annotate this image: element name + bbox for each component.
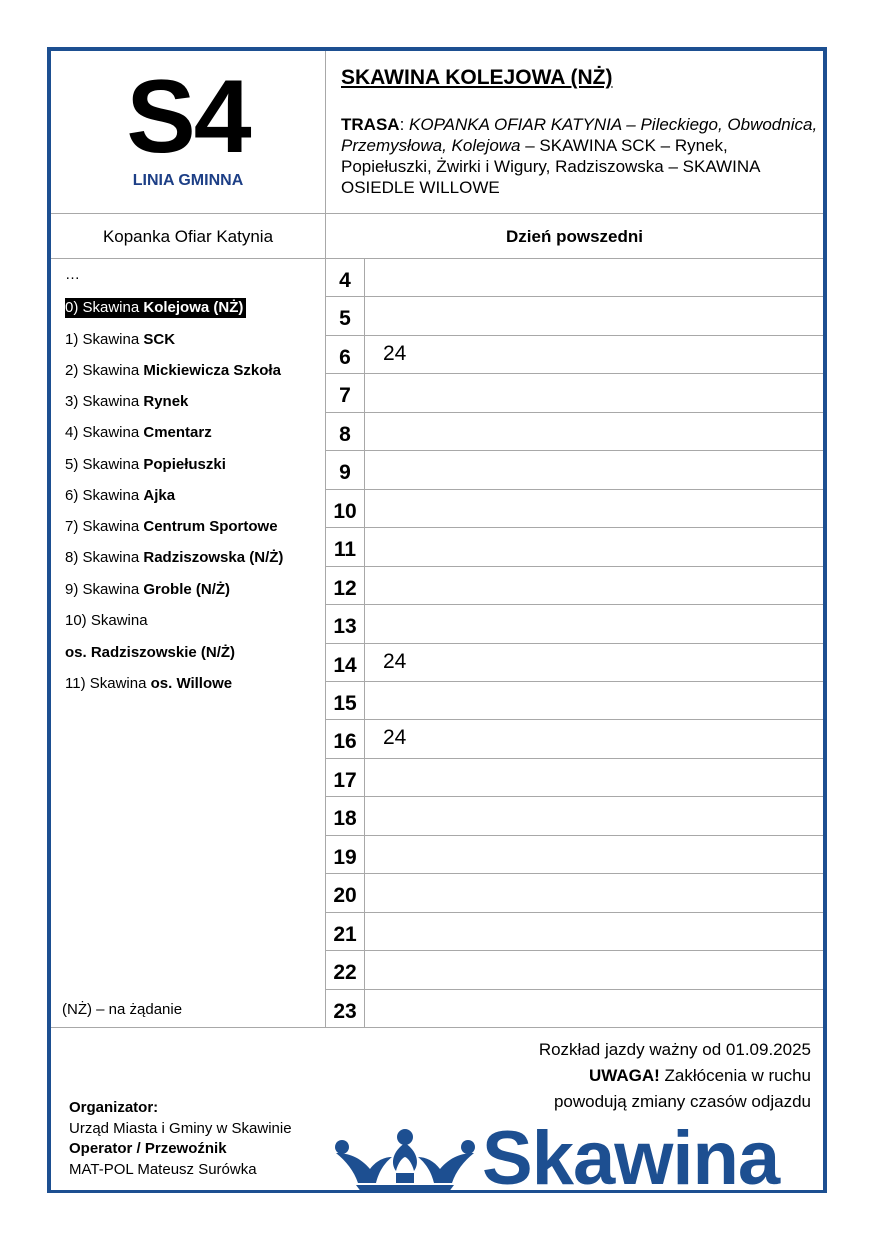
departure-minutes: 24 (383, 341, 407, 365)
stop-prefix: 6) Skawina (65, 487, 144, 504)
direction-from: Kopanka Ofiar Katynia (102, 227, 274, 246)
row-divider (326, 758, 823, 759)
stop-item (65, 518, 278, 535)
hour-row (326, 296, 823, 334)
stop-prefix: 1) Skawina (65, 331, 144, 348)
departure-minutes: 24 (383, 726, 407, 750)
row-divider (326, 796, 823, 797)
stop-prefix: 5) Skawina (65, 456, 144, 473)
stop-name: Popiełuszki (143, 456, 226, 473)
stop-prefix: 11) Skawina (65, 675, 151, 692)
hour-row (326, 758, 823, 796)
validity-date: Rozkład jazdy ważny od 01.09.2025 (538, 1040, 811, 1059)
hour-label: 22 (333, 961, 357, 985)
hour-label: 11 (333, 538, 357, 562)
row-divider (326, 489, 823, 490)
line-type: LINIA GMINNA (132, 172, 244, 189)
stop-name: Kolejowa (NŻ) (143, 299, 244, 316)
operator-name: MAT-POL Mateusz Surówka (69, 1160, 257, 1178)
stop-item (65, 424, 212, 441)
organizer-block (69, 1098, 292, 1180)
hour-row (326, 450, 823, 488)
stop-name: Mickiewicza Szkoła (143, 362, 281, 379)
hour-label: 13 (333, 615, 357, 639)
stop-name: Ajka (143, 487, 176, 504)
divider (51, 1027, 823, 1028)
stop-item (65, 456, 226, 473)
row-divider (326, 643, 823, 644)
row-divider (326, 835, 823, 836)
row-divider (326, 681, 823, 682)
hour-row (326, 527, 823, 565)
stop-prefix: 10) Skawina (65, 612, 148, 629)
stop-item (65, 266, 80, 283)
stop-item (65, 644, 235, 661)
route-rest: – SKAWINA SCK – Rynek, Popiełuszki, Żwirki i Wigury, Radziszowska – SKAWINA OSIEDLE WILLOWE (341, 136, 760, 197)
row-divider (326, 566, 823, 567)
day-type-header: Dzień powszedni (506, 227, 643, 246)
stop-prefix: … (65, 266, 80, 283)
hour-label: 18 (333, 807, 357, 831)
stop-prefix: 3) Skawina (65, 393, 144, 410)
hour-row (326, 373, 823, 411)
validity-notice (539, 1037, 811, 1115)
row-divider (326, 989, 823, 990)
legend: (NŻ) – na żądanie (62, 1001, 183, 1018)
hour-row (326, 835, 823, 873)
hour-label: 21 (333, 922, 357, 946)
stop-title: SKAWINA KOLEJOWA (NŻ) (341, 66, 613, 89)
stop-prefix: 7) Skawina (65, 518, 144, 535)
skawina-logo (330, 1125, 824, 1193)
divider (51, 213, 823, 214)
stop-prefix: 4) Skawina (65, 424, 144, 441)
hour-row (326, 643, 823, 681)
row-divider (326, 873, 823, 874)
line-number: S4 (126, 59, 250, 175)
crown-icon (330, 1125, 480, 1193)
logo-text: Skawina (482, 1125, 780, 1193)
hour-label: 20 (333, 884, 357, 908)
hour-label: 17 (333, 768, 357, 792)
operator-label: Operator / Przewoźnik (69, 1140, 227, 1157)
route-label: TRASA (341, 115, 400, 134)
stop-item (65, 549, 283, 566)
warning-line-2: powodują zmiany czasów odjazdu (553, 1092, 811, 1111)
stop-item (65, 675, 232, 692)
organizer-name: Urząd Miasta i Gminy w Skawinie (69, 1119, 292, 1137)
row-divider (326, 412, 823, 413)
row-divider (326, 912, 823, 913)
hour-label: 6 (339, 345, 351, 369)
current-stop (65, 298, 246, 318)
departure-minutes: 24 (383, 649, 407, 673)
hour-label: 4 (339, 269, 351, 292)
hour-row (326, 912, 823, 950)
stop-name: Centrum Sportowe (143, 518, 278, 535)
stop-prefix: 8) Skawina (65, 549, 144, 566)
route-description: TRASA: KOPANKA OFIAR KATYNIA – Pileckiego, Obwodnica, Przemysłowa, Kolejowa – SKAWINA SCK – Rynek, Popiełuszki, Żwirki i Wigury, Radziszowska – SKAWINA OSIEDLE WILLOWE (341, 115, 818, 197)
hour-label: 10 (333, 499, 357, 523)
stop-item (65, 581, 230, 598)
hour-label: 8 (339, 422, 351, 446)
stop-prefix: 0) Skawina (65, 299, 144, 316)
hour-row (326, 719, 823, 757)
hour-label: 19 (333, 845, 357, 869)
stop-prefix: 2) Skawina (65, 362, 144, 379)
hour-label: 15 (333, 691, 357, 715)
hour-label: 5 (339, 307, 351, 331)
row-divider (326, 719, 823, 720)
hour-label: 14 (333, 653, 357, 677)
hour-label: 7 (339, 384, 351, 408)
row-divider (326, 527, 823, 528)
stop-item (65, 331, 175, 348)
organizer-label: Organizator: (69, 1099, 159, 1116)
row-divider (326, 450, 823, 451)
route-italic: KOPANKA OFIAR KATYNIA – Pileckiego, Obwodnica, Przemysłowa, Kolejowa (341, 115, 818, 155)
row-divider (326, 296, 823, 297)
hour-label: 16 (333, 730, 357, 754)
hour-label: 9 (339, 461, 351, 485)
row-divider (326, 335, 823, 336)
stop-name: Radziszowska (N/Ż) (143, 549, 284, 566)
stop-name: os. Radziszowskie (N/Ż) (65, 644, 236, 661)
hour-row (326, 566, 823, 604)
stop-name: os. Willowe (150, 675, 233, 692)
stop-name: Cmentarz (143, 424, 212, 441)
stop-item (65, 612, 148, 629)
hour-row (326, 412, 823, 450)
hour-row (326, 950, 823, 988)
hour-row (326, 796, 823, 834)
warning-label: UWAGA! (588, 1066, 660, 1085)
hour-row (326, 489, 823, 527)
stop-item (65, 393, 188, 410)
row-divider (326, 373, 823, 374)
hour-row (326, 989, 823, 1027)
hour-row (326, 873, 823, 911)
stop-name: Rynek (143, 393, 189, 410)
warning-line (539, 1063, 811, 1089)
stop-item (65, 487, 175, 504)
hour-row (326, 335, 823, 373)
hour-row (326, 604, 823, 642)
warning-text: Zakłócenia w ruchu (659, 1066, 811, 1085)
stop-name: SCK (143, 331, 176, 348)
stop-item (65, 362, 281, 379)
hour-label: 12 (333, 576, 357, 600)
hour-label: 23 (333, 999, 357, 1023)
row-divider (326, 604, 823, 605)
stop-prefix: 9) Skawina (65, 581, 144, 598)
stop-name: Groble (N/Ż) (143, 581, 231, 598)
hour-row (326, 258, 823, 296)
hour-row (326, 681, 823, 719)
row-divider (326, 950, 823, 951)
